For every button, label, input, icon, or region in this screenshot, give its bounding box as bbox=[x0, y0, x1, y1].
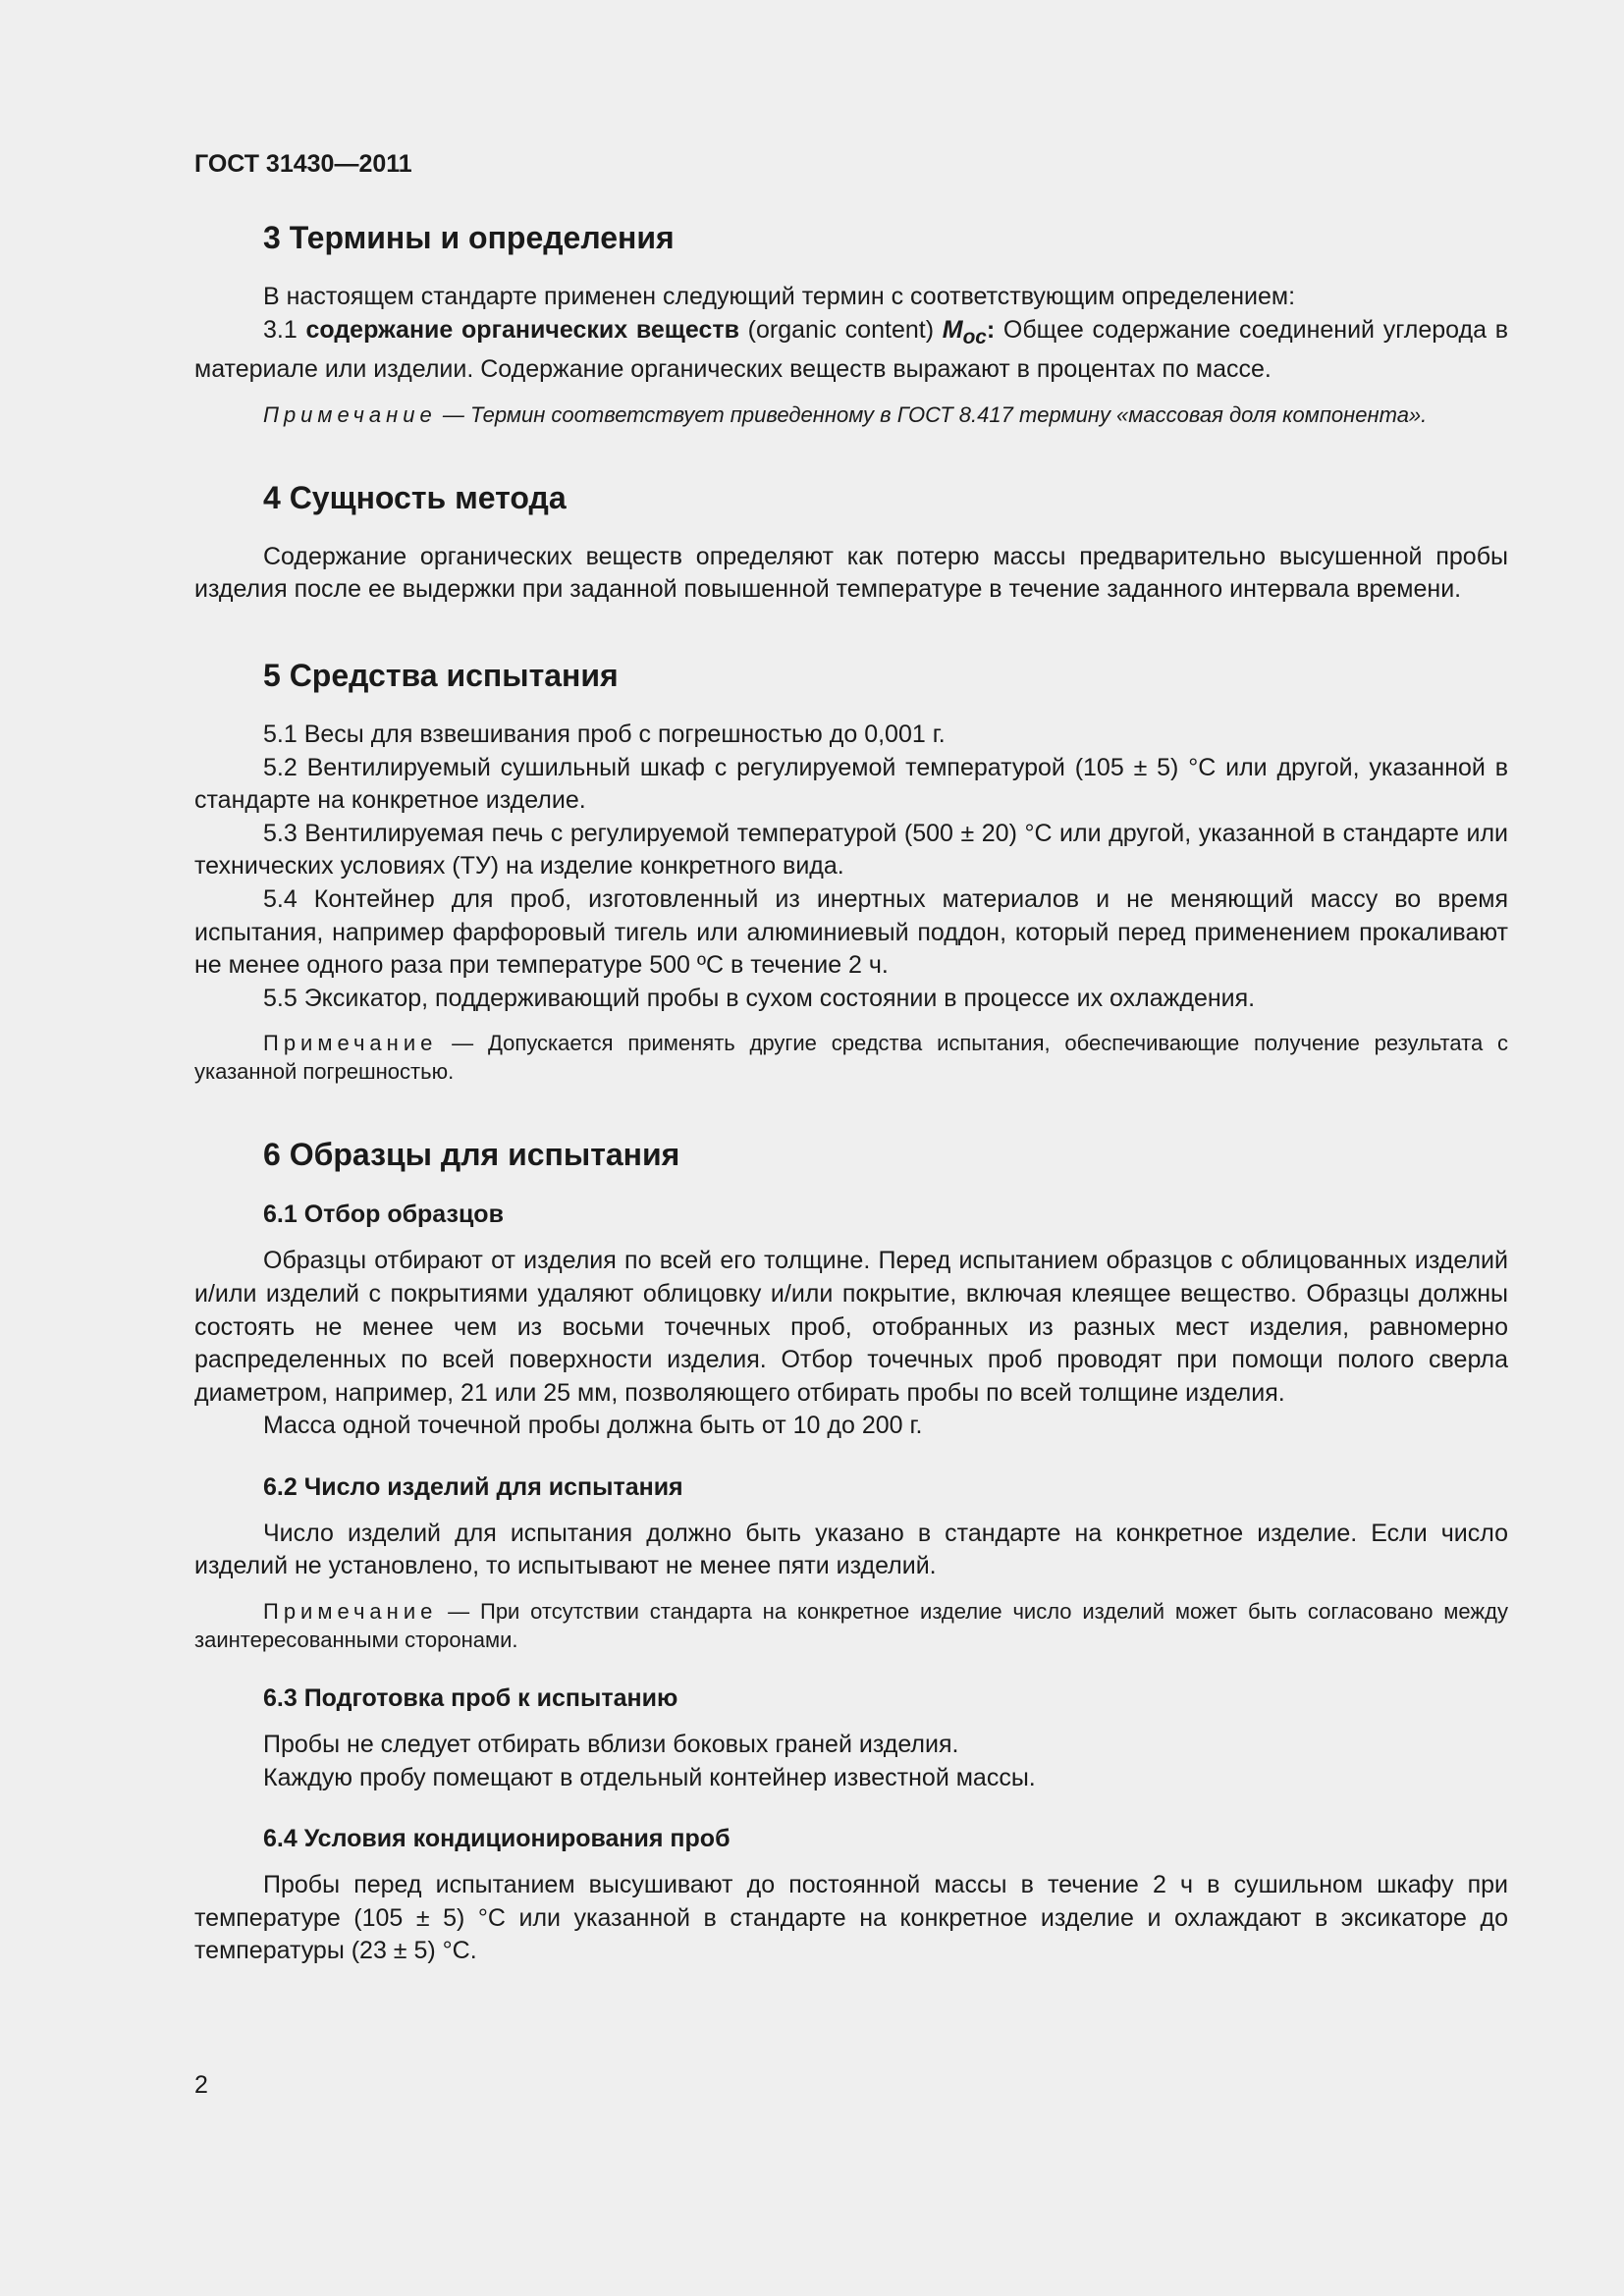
subsection-6-3-paragraph-2: Каждую пробу помещают в отдельный контейнер известной массы. bbox=[263, 1763, 1036, 1791]
note-label: Примечание bbox=[263, 401, 437, 427]
section-3-title: 3 Термины и определения bbox=[263, 220, 675, 255]
page-content bbox=[194, 147, 1508, 1968]
subsection-6-3-title: 6.3 Подготовка проб к испытанию bbox=[263, 1684, 678, 1713]
section-4-paragraph: Содержание органических веществ определяют как потерю массы предварительно высушенной пробы изделия после ее выдержки при заданной повышенной температуре в течение заданного интервала времени. bbox=[194, 542, 1508, 604]
note-text: Термин соответствует приведенному в ГОСТ 8.417 термину «массовая доля компонента». bbox=[469, 401, 1428, 427]
subsection-6-1-paragraph-1: Образцы отбирают от изделия по всей его толщине. Перед испытанием образцов с облицованных изделий и/или изделий с покрытиями удаляют облицовку и/или покрытие, включая клеящее вещество. Образцы должны состоять не менее чем из восьми точечных проб, отобранных из разных мест изделия, равномерно распределенных по всей поверхности изделия. Отбор точечных проб проводят при помощи полого сверла диаметром, например, 21 или 25 мм, позволяющего отбирать пробы по всей толщине изделия. bbox=[194, 1247, 1508, 1407]
item-5-4: 5.4 Контейнер для проб, изготовленный из инертных материалов и не меняющий массу во время испытания, например фарфоровый тигель или алюминиевый поддон, который перед применением прокаливают не менее одного раза при температуре 500 ºС в течение 2 ч. bbox=[194, 884, 1508, 980]
page-number: 2 bbox=[194, 2071, 208, 2099]
note-text: При отсутствии стандарта на конкретное изделие число изделий может быть согласовано между заинтересованными сторонами. bbox=[194, 1599, 1508, 1653]
note-6-2 bbox=[194, 1597, 1508, 1654]
subsection-6-1-title: 6.1 Отбор образцов bbox=[263, 1201, 504, 1229]
subsection-6-4-title: 6.4 Условия кондиционирования проб bbox=[263, 1825, 731, 1853]
item-5-5: 5.5 Эксикатор, поддерживающий пробы в сухом состоянии в процессе их охлаждения. bbox=[263, 984, 1256, 1012]
note-dash: — bbox=[448, 1599, 470, 1625]
item-5-1: 5.1 Весы для взвешивания проб с погрешностью до 0,001 г. bbox=[263, 720, 946, 748]
section-6-title: 6 Образцы для испытания bbox=[263, 1137, 680, 1173]
section-3-intro: В настоящем стандарте применен следующий термин с соответствующим определением: bbox=[263, 283, 1296, 310]
definition-text: Общее содержание соединений углерода в материале или изделии. Содержание органических веществ выражают в процентах по массе. bbox=[194, 315, 1509, 384]
note-label: Примечание bbox=[263, 1599, 438, 1625]
item-5-2: 5.2 Вентилируемый сушильный шкаф с регулируемой температурой (105 ± 5) °С или другой, указанной в стандарте на конкретное изделие. bbox=[194, 753, 1508, 815]
definition-term: содержание органических веществ bbox=[305, 315, 739, 344]
definition-number: 3.1 bbox=[263, 315, 298, 344]
subsection-6-1-paragraph-2: Масса одной точечной пробы должна быть от 10 до 200 г. bbox=[263, 1412, 923, 1440]
definition-symbol-subscript: oc bbox=[962, 325, 987, 348]
definition-symbol: M bbox=[942, 315, 963, 344]
note-3 bbox=[194, 400, 1508, 429]
item-5-3: 5.3 Вентилируемая печь с регулируемой температурой (500 ± 20) °С или другой, указанной в стандарте или технических условиях (ТУ) на изделие конкретного вида. bbox=[194, 819, 1508, 881]
subsection-6-3-paragraph-1: Пробы не следует отбирать вблизи боковых граней изделия. bbox=[263, 1731, 959, 1759]
section-5-title: 5 Средства испытания bbox=[263, 657, 619, 693]
note-label: Примечание bbox=[263, 1031, 438, 1056]
note-dash: — bbox=[442, 401, 464, 427]
document-id: ГОСТ 31430—2011 bbox=[194, 150, 412, 178]
subsection-6-2-paragraph: Число изделий для испытания должно быть указано в стандарте на конкретное изделие. Если число изделий не установлено, то испытывают не менее пяти изделий. bbox=[194, 1519, 1508, 1580]
section-4-title: 4 Сущность метода bbox=[263, 479, 567, 515]
definition-3-1 bbox=[194, 314, 1508, 387]
definition-colon: : bbox=[986, 315, 996, 344]
definition-english: (organic content) bbox=[747, 315, 935, 344]
subsection-6-4-paragraph: Пробы перед испытанием высушивают до постоянной массы в течение 2 ч в сушильном шкафу при температуре (105 ± 5) °С или указанной в стандарте на конкретное изделие и охлаждают в эксикаторе до температуры (23 ± 5) °С. bbox=[194, 1871, 1508, 1965]
subsection-6-2-title: 6.2 Число изделий для испытания bbox=[263, 1472, 683, 1501]
note-text: Допускается применять другие средства испытания, обеспечивающие получение результата с указанной погрешностью. bbox=[194, 1031, 1508, 1085]
note-dash: — bbox=[452, 1031, 474, 1056]
note-5 bbox=[194, 1029, 1508, 1086]
